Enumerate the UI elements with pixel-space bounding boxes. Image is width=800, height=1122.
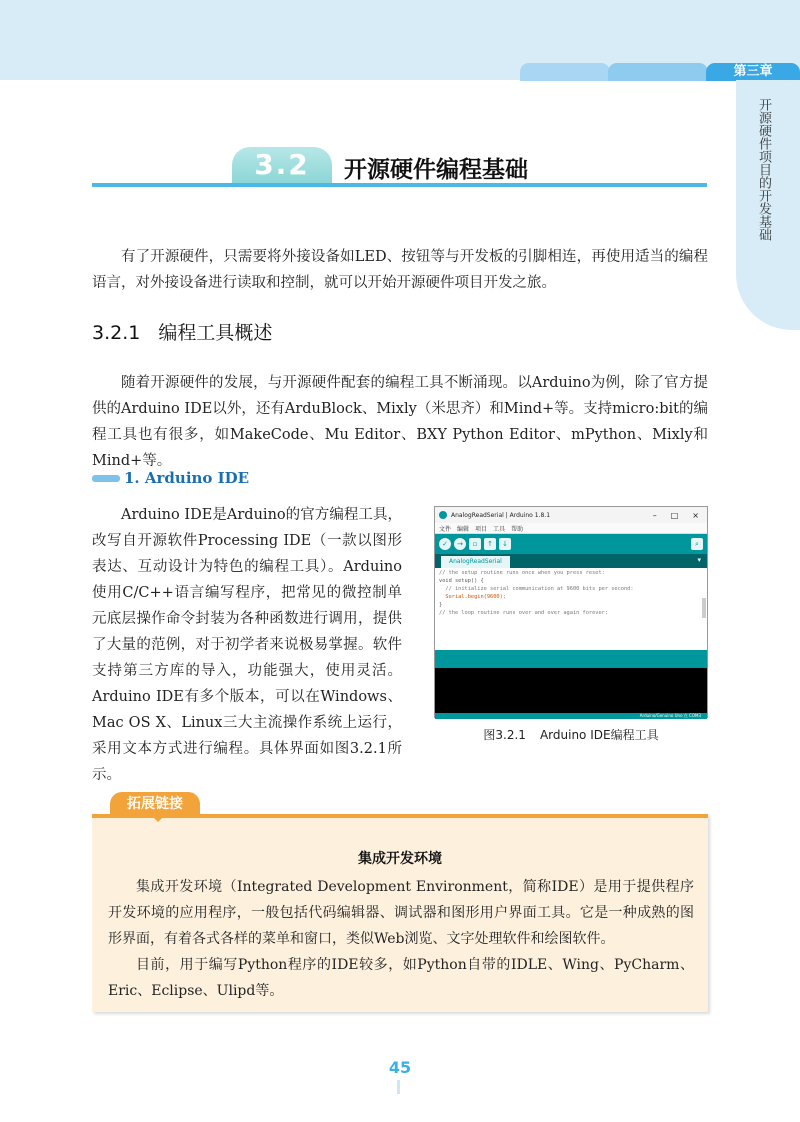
upload-icon: → bbox=[454, 538, 466, 550]
chapter-tabs bbox=[520, 63, 800, 81]
arduino-logo-icon bbox=[439, 511, 447, 519]
section-number: 3.2 bbox=[254, 148, 310, 181]
save-icon: ↓ bbox=[499, 538, 511, 550]
arduino-ide-screenshot bbox=[434, 506, 708, 718]
ide-console bbox=[435, 668, 707, 713]
figure-caption bbox=[434, 726, 708, 743]
ide-menu-bar bbox=[435, 523, 707, 534]
section-title: 开源硬件编程基础 bbox=[344, 157, 528, 183]
ide-board-status: Arduino/Genuino Uno 在 COM3 bbox=[435, 713, 707, 719]
subsection-heading bbox=[92, 318, 272, 345]
section-intro: 有了开源硬件，只需要将外接设备如LED、按钮等与开发板的引脚相连，再使用适当的编程语言，对外接设备进行读取和控制，就可以开始开源硬件项目开发之旅。 bbox=[92, 249, 708, 291]
menu-help: 帮助 bbox=[511, 525, 524, 533]
minimize-icon: – bbox=[652, 510, 657, 520]
serial-monitor-icon: ⌕ bbox=[691, 538, 703, 550]
code-line: // initialize serial communication at 9600 bits per second: bbox=[439, 586, 634, 592]
extension-title: 集成开发环境 bbox=[358, 851, 442, 867]
open-icon: ↑ bbox=[484, 538, 496, 550]
menu-edit: 编辑 bbox=[457, 525, 470, 533]
new-icon: ▫ bbox=[469, 538, 481, 550]
chapter-tab: 第三章 bbox=[706, 63, 800, 81]
subsection-number: 3.2.1 bbox=[92, 322, 141, 344]
extension-notch bbox=[150, 814, 166, 822]
code-scrollbar bbox=[702, 598, 706, 618]
menu-file: 文件 bbox=[439, 525, 452, 533]
close-icon: × bbox=[692, 510, 699, 520]
figure-number: 图3.2.1 bbox=[483, 728, 526, 742]
side-chapter-tab bbox=[736, 80, 800, 330]
code-line: } bbox=[439, 602, 443, 608]
ide-code-editor bbox=[435, 568, 707, 650]
extension-paragraph-1: 集成开发环境（Integrated Development Environment，简称IDE）是用于提供程序开发环境的应用程序，一般包括代码编辑器、调试器和图形用户界面工具。它是一种成熟的图形界面，有着各式各样的菜单和窗口，类似Web浏览、文字处理软件和绘图软件。 bbox=[108, 879, 694, 947]
section-rule bbox=[92, 183, 707, 187]
subsection-title: 编程工具概述 bbox=[158, 322, 273, 344]
menu-tools: 工具 bbox=[493, 525, 506, 533]
verify-icon: ✓ bbox=[439, 538, 451, 550]
code-line: // the setup routine runs once when you press reset: bbox=[439, 570, 605, 576]
ide-toolbar bbox=[435, 534, 707, 554]
ide-status-bar bbox=[435, 650, 707, 668]
side-label: 开源硬件项目的开发基础 bbox=[756, 98, 771, 241]
ide-window-title: AnalogReadSerial | Arduino 1.8.1 bbox=[451, 511, 551, 519]
ide-file-tabs bbox=[435, 554, 707, 568]
menu-sketch: 项目 bbox=[475, 525, 488, 533]
page-number: 45 bbox=[388, 1058, 412, 1077]
tab-deco-1 bbox=[520, 63, 610, 81]
code-line: void setup() { bbox=[439, 578, 484, 584]
topic-paragraph: Arduino IDE是Arduino的官方编程工具，改写自开源软件Processing IDE（一款以图形表达、互动设计为特色的编程工具）。Arduino使用C/C++语言编写程序，把常见的微控制单元底层操作命令封装为各种函数进行调用，提供了大量的范例，对于初学者来说极易掌握。软件支持第三方库的导入，功能强大，使用灵活。Arduino IDE有多个版本，可以在Windows、Mac OS X、Linux三大主流操作系统上运行，采用文本方式进行编程。具体界面如图3.2.1所示。 bbox=[92, 507, 402, 783]
maximize-icon: □ bbox=[670, 510, 679, 520]
figure-caption-text: Arduino IDE编程工具 bbox=[539, 728, 659, 742]
window-controls bbox=[653, 511, 707, 520]
code-line: Serial.begin(9600); bbox=[439, 594, 506, 600]
file-tab: AnalogReadSerial bbox=[441, 556, 510, 568]
topic-heading bbox=[92, 467, 249, 489]
page-number-bar bbox=[397, 1080, 400, 1094]
topic-title: 1. Arduino IDE bbox=[124, 469, 250, 487]
ide-title-bar bbox=[435, 507, 707, 523]
tab-menu-icon: ▾ bbox=[697, 556, 701, 564]
extension-paragraph-2: 目前，用于编写Python程序的IDE较多，如Python自带的IDLE、Wing、PyCharm、Eric、Eclipse、Ulipd等。 bbox=[108, 957, 694, 999]
heading-bar-icon bbox=[92, 475, 120, 482]
code-line: // the loop routine runs over and over again forever: bbox=[439, 610, 609, 616]
tab-deco-2 bbox=[608, 63, 708, 81]
extension-label: 拓展链接 bbox=[110, 792, 200, 817]
subsection-paragraph: 随着开源硬件的发展，与开源硬件配套的编程工具不断涌现。以Arduino为例，除了官方提供的Arduino IDE以外，还有ArduBlock、Mixly（米思齐）和Mind+等。支持micro:bit的编程工具也有很多，如MakeCode、Mu Editor、BXY Python Editor、mPython、Mixly和Mind+等。 bbox=[92, 375, 708, 469]
